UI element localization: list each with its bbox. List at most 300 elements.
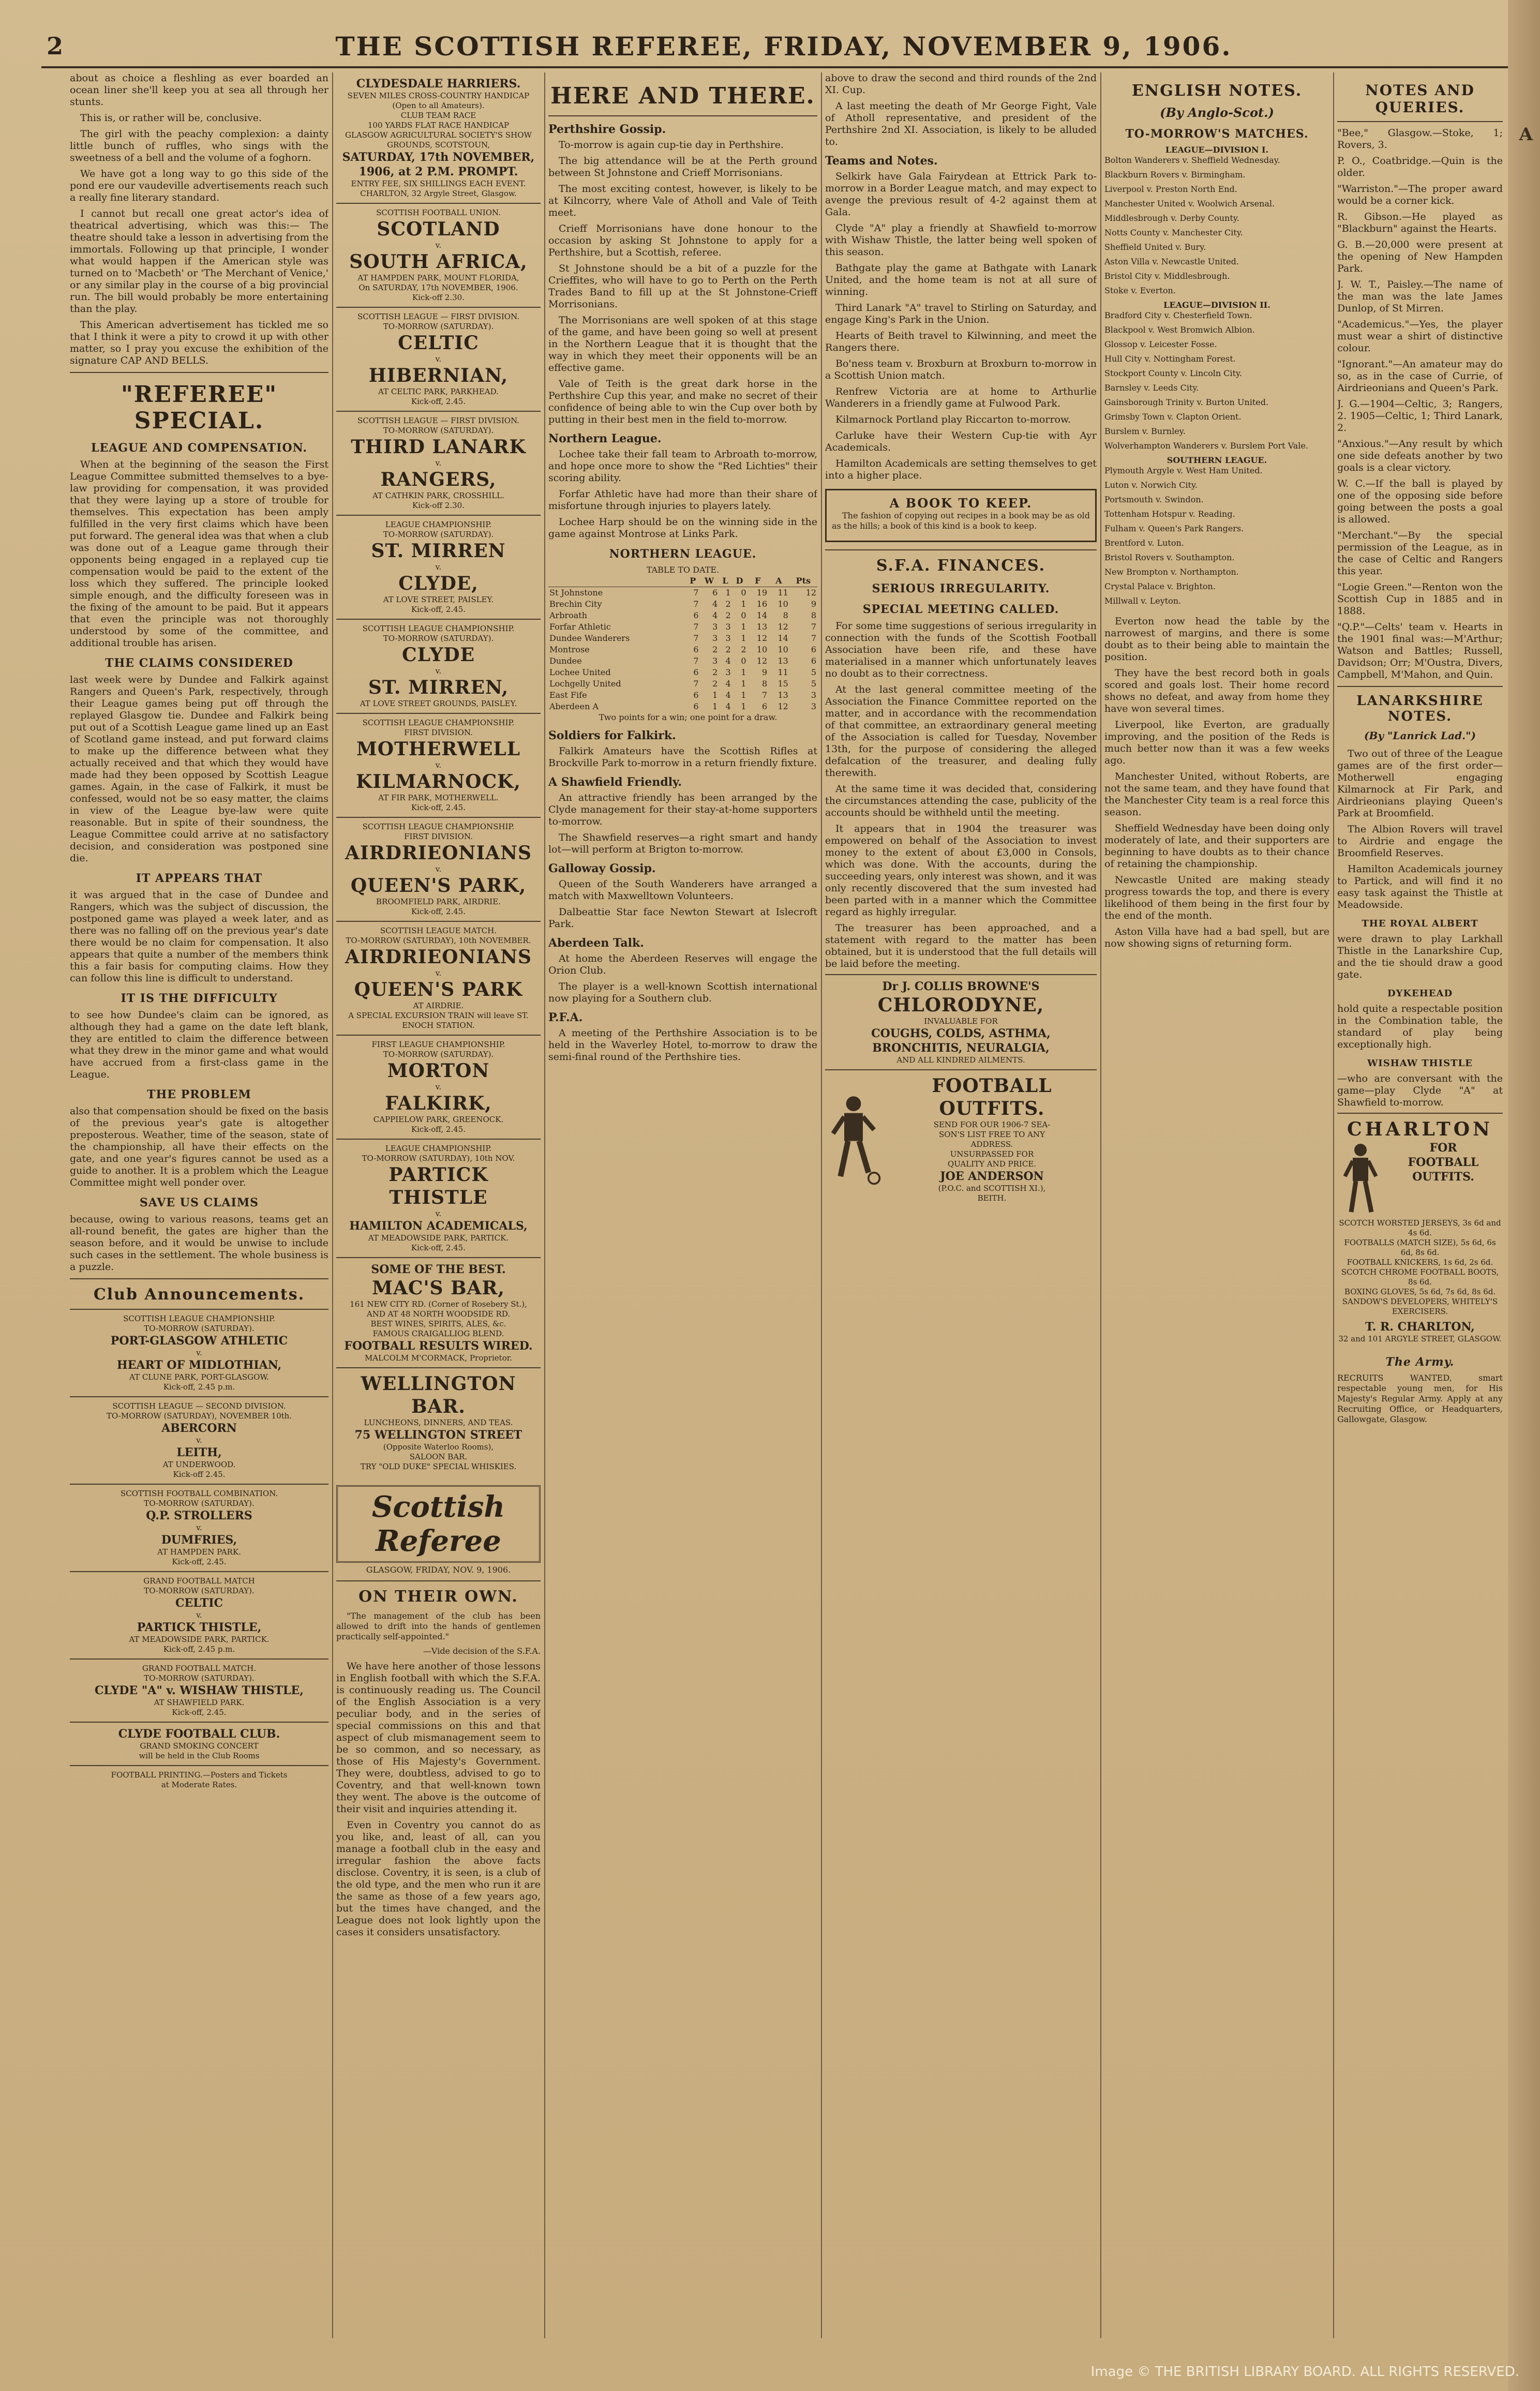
table-row (548, 621, 817, 633)
fixture-item: Fulham v. Queen's Park Rangers. (1104, 524, 1244, 533)
stat-cell: 3 (725, 622, 731, 632)
subhead: THE ROYAL ALBERT (1362, 918, 1478, 929)
paragraph: At the same time it was decided that, considering the circumstances attending the case, publicity of the accounts should be withheld until the meeting. (825, 783, 1097, 818)
fixture-item: Wolverhampton Wanderers v. Burslem Port Vale. (1104, 441, 1308, 451)
stat-cell: 7 (693, 656, 699, 666)
quote-source: —Vide decision of the S.F.A. (423, 1646, 541, 1656)
query-item: W. C.—If the ball is played by one of the opposing side before going between the posts a goal is allowed. (1337, 478, 1503, 525)
table-row (548, 644, 817, 655)
section-rule (70, 1278, 328, 1279)
column-rule (1100, 72, 1101, 2338)
announcement: FOOTBALL PRINTING.—Posters and Tickets at Moderate Rates. (70, 1765, 328, 1794)
team-name-cell: East Fife (549, 690, 587, 700)
book-to-keep-box: A BOOK TO KEEP. The fashion of copying out recipes in a book may be as old as the hills; a book of this kind is a book to keep. (825, 489, 1097, 542)
stat-cell: 5 (811, 679, 816, 689)
fixture-item: Plymouth Argyle v. West Ham United. (1104, 466, 1263, 475)
query-item: J. W. T., Paisley.—The name of the man was the late James Dunlop, of St Mirren. (1337, 279, 1503, 314)
paragraph: Carluke have their Western Cup-tie with Ayr Academicals. (825, 430, 1097, 453)
section-rule (1337, 121, 1503, 122)
paragraph: Hamilton Academicals are setting themselves to get into a higher place. (825, 458, 1097, 481)
paragraph: Dalbeattie Star face Newton Stewart at Islecroft Park. (548, 906, 817, 930)
stat-cell: 19 (756, 588, 768, 597)
table-title: NORTHERN LEAGUE. (609, 547, 757, 561)
paragraph: The Morrisonians are well spoken of at this stage of the game, and have been going so well at present in the Northern League that it is thought that the way in which they meet their opponents will be an effective game. (548, 315, 817, 373)
fixture-item: Luton v. Norwich City. (1104, 480, 1198, 490)
subhead: SERIOUS IRREGULARITY. (872, 582, 1050, 595)
team-name-cell: Dundee Wanderers (549, 633, 630, 643)
section-rule (336, 1580, 541, 1581)
advertisement: SCOTTISH FOOTBALL UNION. SCOTLAND v. SOUTH AFRICA, AT HAMPDEN PARK, MOUNT FLORIDA, On SATURDAY, 17th NOVEMBER, 1906. Kick-off 2.30. (336, 203, 541, 307)
stat-cell: 4 (725, 690, 731, 700)
stat-cell: 3 (712, 633, 718, 643)
team-name-cell: Montrose (549, 645, 590, 654)
paragraph: Newcastle United are making steady progress towards the top, and there is every likelihood of them being in the first four by the end of the month. (1104, 874, 1329, 921)
stat-cell: 12 (756, 656, 768, 666)
fixture-item: Stockport County v. Lincoln City. (1104, 368, 1243, 378)
fixture-item: Blackpool v. West Bromwich Albion. (1104, 325, 1255, 335)
paragraph: Two out of three of the League games are of the first order—Motherwell engaging Kilmarnock at Fir Park, and Airdrieonians playing Queen's Park at Broomfield. (1337, 748, 1503, 819)
paragraph: At home the Aberdeen Reserves will engage the Orion Club. (548, 953, 817, 976)
paragraph: Sheffield Wednesday have been doing only moderately of late, and their supporters are beginning to have doubts as to their chance of retaining the championship. (1104, 823, 1329, 870)
stat-cell: 7 (811, 622, 816, 632)
fixture-item: Middlesbrough v. Derby County. (1104, 213, 1239, 223)
stat-cell: 9 (761, 667, 768, 677)
subhead: Galloway Gossip. (548, 862, 656, 875)
stat-cell: 2 (725, 599, 731, 609)
subhead: Aberdeen Talk. (548, 936, 644, 950)
section-rule (1337, 686, 1503, 687)
paragraph: St Johnstone should be a bit of a puzzle for the Crieffites, who will have to go to Perth on the Perth Trades Band to fill up at the St Johnstone-Crieff Morrisonians. (548, 263, 817, 310)
fixture-item: New Brompton v. Northampton. (1104, 567, 1239, 577)
query-item: "Warriston."—The proper award would be a corner kick. (1337, 183, 1503, 206)
paragraph: The big attendance will be at the Perth ground between St Johnstone and Crieff Morrisonians. (548, 155, 817, 178)
paragraph: We have got a long way to go this side of the pond ere our vaudeville advertisements reach such a really fine literary standard. (70, 168, 328, 203)
fixture-item: Bristol City v. Middlesbrough. (1104, 271, 1230, 281)
edge-letter: A (1519, 124, 1533, 145)
subhead: SAVE US CLAIMS (139, 1196, 259, 1209)
stat-cell: 8 (761, 679, 768, 689)
fixture-list (1104, 310, 1329, 451)
paragraph: The treasurer has been approached, and a statement with regard to the matter has been obtained, but it is understood that the full details will be laid before the meeting. (825, 922, 1097, 969)
team-name-cell: Aberdeen A (549, 701, 599, 711)
table-row (548, 633, 817, 644)
query-item: "Merchant."—By the special permission of the League, as in the case of Celtic and Rangers this year. (1337, 530, 1503, 577)
footballer-illustration-icon (1337, 1141, 1384, 1218)
paragraph: Clyde "A" play a friendly at Shawfield to-morrow with Wishaw Thistle, the latter being well spoken of this season. (825, 222, 1097, 258)
query-item: R. Gibson.—He played as "Blackburn" against the Hearts. (1337, 211, 1503, 234)
advertisement: SCOTTISH LEAGUE CHAMPIONSHIP. FIRST DIVISION. MOTHERWELL v. KILMARNOCK, AT FIR PARK, MOTHERWELL. Kick-off, 2.45. (336, 713, 541, 817)
paragraph: The girl with the peachy complexion: a dainty little bunch of ruffles, who sings with the sweetness of a bell and the volume of a foghorn. (70, 128, 328, 163)
table-row (548, 655, 817, 667)
fixture-item: Stoke v. Everton. (1104, 286, 1176, 295)
advertisement: SCOTTISH LEAGUE — FIRST DIVISION. TO-MORROW (SATURDAY). THIRD LANARK v. RANGERS, AT CATHKIN PARK, CROSSHILL. Kick-off 2.30. (336, 411, 541, 515)
query-item: "Q.P."—Celts' team v. Hearts in the 1901 final was:—M'Arthur; Watson and Battles; Russell, Davidson; Orr; M'Oustra, Divers, Campbell, M'Mahon, and Quin. (1337, 621, 1503, 680)
stat-cell: 12 (778, 622, 788, 632)
section-subheading: LEAGUE AND COMPENSATION. (91, 441, 307, 455)
fixture-item: Brentford v. Luton. (1104, 538, 1184, 548)
advertisement: FIRST LEAGUE CHAMPIONSHIP. TO-MORROW (SATURDAY). MORTON v. FALKIRK, CAPPIELOW PARK, GREENOCK. Kick-off, 2.45. (336, 1035, 541, 1139)
stat-cell: 1 (741, 701, 746, 711)
section-heading: "REFEREE" SPECIAL. (121, 381, 278, 434)
paragraph: At the last general committee meeting of the Association the Finance Committee reported on the matter, and in accordance with the recommendation of that committee, an extraordinary general meeting of the Association is called for Tuesday, November 13th, for the purpose of considering the alleged defalcation of the treasurer, and dealing fully therewith. (825, 684, 1097, 779)
fixture-item: Sheffield United v. Bury. (1104, 242, 1206, 252)
table-subtitle: TABLE TO DATE. (646, 565, 720, 575)
stat-cell: 6 (712, 588, 718, 597)
stat-cell: 0 (741, 588, 746, 597)
announcement: CLYDE FOOTBALL CLUB. GRAND SMOKING CONCERT will be held in the Club Rooms (70, 1722, 328, 1765)
subhead: DYKEHEAD (1387, 988, 1453, 999)
paragraph: Liverpool, like Everton, are gradually improving, and the position of the Reds is much better now than it was a few weeks ago. (1104, 719, 1329, 766)
stat-cell: 3 (725, 667, 731, 677)
paragraph: Manchester United, without Roberts, are not the same team, and they have found that the Manchester City team is a real force this season. (1104, 771, 1329, 818)
subhead: THE PROBLEM (147, 1088, 251, 1101)
paragraph: to see how Dundee's claim can be ignored, as although they had a game on the date left blank, they are entitled to claim the difference between what they drew in the minor game and what would have accrued from a first-class game in the League. (70, 1009, 328, 1080)
table-row (548, 587, 817, 599)
stat-cell: 7 (693, 679, 699, 689)
paragraph: We have here another of those lessons in English football with which the S.F.A. is continuously reading us. The Council of the English Association is a very peculiar body, and in the series of special commissions on this and that aspect of club mismanagement seem to be so common, and so necessary, as those of His Majesty's Government. They were, doubtless, advised to go to Coventry, and that well-known town they went. The above is the outcome of their visit and inquiries attending it. (336, 1661, 541, 1815)
column-3 (548, 72, 817, 2343)
subhead: The Army. (1385, 1355, 1455, 1369)
paragraph: It appears that in 1904 the treasurer was empowered on behalf of the Association to invest money to the extent of about £3,000 in Consols, which was done. With the accounts, during the succeeding years, only interest was shown, and it was only recently discovered that the sum invested had been parted with in a manner which the Committee regard as highly irregular. (825, 823, 1097, 918)
stat-cell: 16 (756, 599, 768, 609)
stat-cell: 7 (693, 633, 699, 643)
stat-cell: 0 (741, 656, 746, 666)
quote: "The management of the club has been allowed to drift into the hands of gentlemen practically self-appointed." (336, 1611, 541, 1641)
stat-cell: 2 (741, 645, 746, 654)
advertisement: LEAGUE CHAMPIONSHIP. TO-MORROW (SATURDAY). ST. MIRREN v. CLYDE, AT LOVE STREET, PAISLEY. Kick-off, 2.45. (336, 515, 541, 619)
stat-cell: 2 (725, 610, 731, 620)
subhead: Northern League. (548, 432, 662, 445)
paragraph: Kilmarnock Portland play Riccarton to-morrow. (835, 414, 1071, 425)
paragraph: also that compensation should be fixed on the basis of the previous year's gate is altogether preposterous. Weather, time of the season, state of the championship, all have their effects on the gate, and one year's figures cannot be used as a guide to another. It is a problem which the League Committee might well ponder over. (70, 1105, 328, 1188)
stat-cell: 12 (778, 701, 788, 711)
paragraph: Even in Coventry you cannot do as you like, and, least of all, can you manage a football club in the easy and irregular fashion the above facts disclose. Coventry, it is seen, is a club of the old type, and the men who run it are the same as those of a few years ago, but the times have changed, and the League does not look lightly upon the cases it considers unsatisfactory. (336, 1819, 541, 1938)
fixture-item: Grimsby Town v. Clapton Orient. (1104, 412, 1242, 422)
advertised-item: BOXING GLOVES, 5s 6d, 7s 6d, 8s 6d. (1344, 1287, 1496, 1296)
stat-cell: 15 (778, 679, 788, 689)
table-row (548, 610, 817, 621)
stat-cell: 1 (725, 588, 731, 597)
stat-cell: 2 (712, 645, 718, 654)
stat-cell: 10 (778, 645, 788, 654)
advertisement: SCOTTISH LEAGUE — FIRST DIVISION. TO-MORROW (SATURDAY). CELTIC v. HIBERNIAN, AT CELTIC PARK, PARKHEAD. Kick-off, 2.45. (336, 307, 541, 411)
stat-cell: 8 (811, 610, 816, 620)
paragraph: RECRUITS WANTED, smart respectable young men, for His Majesty's Regular Army. Apply at any Recruiting Office, or Headquarters, Gallowgate, Glasgow. (1337, 1373, 1503, 1424)
stat-cell: 10 (778, 599, 788, 609)
stat-cell: 13 (778, 690, 788, 700)
team-name-cell: Lochgelly United (549, 679, 621, 689)
query-item: "Academicus."—Yes, the player must wear a shirt of distinctive colour. (1337, 319, 1503, 354)
subhead: SPECIAL MEETING CALLED. (862, 603, 1059, 616)
column-1 (70, 72, 328, 2343)
stat-cell: 3 (725, 633, 731, 643)
paragraph: Forfar Athletic have had more than their share of misfortune through injuries to players lately. (548, 488, 817, 512)
stat-cell: 6 (693, 645, 699, 654)
subhead: Teams and Notes. (825, 154, 938, 168)
newspaper-title: THE SCOTTISH REFEREE, FRIDAY, NOVEMBER 9, 1906. (335, 31, 1232, 62)
advertisement: SCOTTISH LEAGUE MATCH. TO-MORROW (SATURDAY), 10th NOVEMBER. AIRDRIEONIANS v. QUEEN'S PARK AT AIRDRIE. A SPECIAL EXCURSION TRAIN will leave ST. ENOCH STATION. (336, 921, 541, 1035)
subhead: IT IS THE DIFFICULTY (121, 992, 278, 1005)
charlton-advertisement: CHARLTON FOR FOOTBALL OUTFITS. SCOTCH WORSTED JERSEYS, 3s 6d and 4s 6d. FOOTBALLS (MATCH SIZE), 5s 6d, 6s 6d, 8s 6d. FOOTBALL KNICKERS, 1s 6d, 2s 6d. SCOTCH CHROME FOOTBALL BOOTS, 8s 6d. BOXING GLOVES, 5s 6d, 7s 6d, 8s 6d. SANDOW'S DEVELOPERS, WHITELY'S EXERCISERS. T. R. CHARLTON, 32 and 101 ARGYLE STREET, GLASGOW. (1337, 1113, 1503, 1348)
advertised-items (1337, 1218, 1503, 1317)
stat-cell: 13 (756, 622, 768, 632)
announcement: SCOTTISH LEAGUE — SECOND DIVISION. TO-MORROW (SATURDAY), NOVEMBER 10th. ABERCORN v. LEITH, AT UNDERWOOD. Kick-off 2.45. (70, 1396, 328, 1484)
fixture-item: Blackburn Rovers v. Birmingham. (1104, 170, 1246, 180)
paragraph: because, owing to various reasons, teams get an all-round benefit, the gates are higher than the season before, and it would be unwise to include such cases in the settlement. The whole business is a puzzle. (70, 1214, 328, 1273)
subhead: WISHAW THISTLE (1367, 1058, 1473, 1069)
table-row (548, 701, 817, 712)
announcement: GRAND FOOTBALL MATCH. TO-MORROW (SATURDAY). CLYDE "A" v. WISHAW THISTLE, AT SHAWFIELD PARK. Kick-off, 2.45. (70, 1658, 328, 1722)
fixture-item: Millwall v. Leyton. (1104, 596, 1182, 606)
fixture-item: Barnsley v. Leeds City. (1104, 383, 1199, 393)
english-notes-heading: ENGLISH NOTES. (1131, 82, 1303, 100)
paragraph: Hearts of Beith travel to Kilwinning, and meet the Rangers there. (825, 330, 1097, 353)
stat-cell: 4 (712, 610, 718, 620)
table-row (548, 599, 817, 610)
stat-cell: 3 (712, 622, 718, 632)
stat-cell: 1 (741, 633, 746, 643)
stat-cell: 13 (778, 656, 788, 666)
stat-cell: 1 (712, 701, 718, 711)
stat-cell: 6 (693, 701, 699, 711)
paragraph: Aston Villa have had a bad spell, but are now showing signs of returning form. (1104, 926, 1329, 949)
subhead: THE CLAIMS CONSIDERED (105, 656, 293, 670)
stat-cell: 1 (712, 690, 718, 700)
stat-cell: 7 (811, 633, 816, 643)
fixture-item: Aston Villa v. Newcastle United. (1104, 257, 1239, 266)
stat-cell: 6 (693, 690, 699, 700)
column-6 (1337, 72, 1503, 2343)
advertisement: SCOTTISH LEAGUE CHAMPIONSHIP. TO-MORROW (SATURDAY). CLYDE v. ST. MIRREN, AT LOVE STREET GROUNDS, PAISLEY. (336, 619, 541, 713)
column-rule (821, 72, 822, 2338)
table-body (548, 587, 817, 713)
subhead: IT APPEARS THAT (136, 872, 263, 885)
paragraph: The most exciting contest, however, is likely to be at Kilncorry, where Vale of Atholl and Vale of Teith meet. (548, 183, 817, 218)
stat-cell: 6 (693, 667, 699, 677)
table-row (548, 678, 817, 690)
stat-cell: 6 (761, 701, 768, 711)
stat-cell: 6 (811, 645, 816, 654)
paragraph: Everton now head the table by the narrowest of margins, and there is some doubt as to their being able to maintain the position. (1104, 616, 1329, 663)
fixture-item: Notts County v. Manchester City. (1104, 228, 1243, 237)
paragraph: Falkirk Amateurs have the Scottish Rifles at Brockville Park to-morrow in a return friendly fixture. (548, 745, 817, 769)
query-item: J. G.—1904—Celtic, 3; Rangers, 2. 1905—Celtic, 1; Third Lanark, 2. (1337, 398, 1503, 434)
subhead: Perthshire Gossip. (548, 123, 666, 136)
fixture-item: Gainsborough Trinity v. Burton United. (1104, 397, 1269, 407)
paragraph: A meeting of the Perthshire Association is to be held in the Waverley Hotel, to-morrow to draw the semi-final round of the Perthshire ties. (548, 1027, 817, 1063)
advertisement: SCOTTISH LEAGUE CHAMPIONSHIP. FIRST DIVISION. AIRDRIEONIANS v. QUEEN'S PARK, BROOMFIELD PARK, AIRDRIE. Kick-off, 2.45. (336, 817, 541, 921)
paragraph: above to draw the second and third rounds of the 2nd XI. Cup. (825, 72, 1097, 96)
team-name-cell: Lochee United (549, 667, 611, 677)
column-rule (332, 72, 333, 2338)
stat-cell: 14 (778, 633, 788, 643)
paragraph: Queen of the South Wanderers have arranged a match with Maxwelltown Volunteers. (548, 878, 817, 902)
paragraph: An attractive friendly has been arranged by the Clyde management for their stay-at-home supporters to-morrow. (548, 792, 817, 827)
advertised-item: FOOTBALL KNICKERS, 1s 6d, 2s 6d. (1347, 1258, 1493, 1267)
stat-cell: 11 (778, 667, 788, 677)
northern-league-table: P W L D F A Pts St Johnstone 7 6 1 0 19 11 12 Brechin City 7 4 2 1 16 10 9 Arbroath 6 4 2 0 14 8 8 Forfar Athletic 7 3 3 1 13 12 7 Dundee Wanderers 7 3 3 1 12 14 7 Montrose 6 2 2 2 10 10 6 Dundee 7 3 4 0 12 13 6 Lochee United 6 2 3 1 9 11 5 Lochgelly United 7 2 4 1 8 15 5 East Fife 6 1 4 1 7 13 3 Aberdeen A 6 1 4 1 6 12 3 (549, 576, 816, 711)
fixture-item: Portsmouth v. Swindon. (1104, 495, 1204, 504)
paragraph: Crieff Morrisonians have done honour to the occasion by asking St Johnstone to apply for a Perthshire, but a Scottish, referee. (548, 223, 817, 258)
stat-cell: 7 (693, 599, 699, 609)
stat-cell: 2 (725, 645, 731, 654)
division-heading: SOUTHERN LEAGUE. (1167, 455, 1267, 465)
masthead-rule (41, 66, 1521, 68)
announcement: GRAND FOOTBALL MATCH TO-MORROW (SATURDAY). CELTIC v. PARTICK THISTLE, AT MEADOWSIDE PARK, PARTICK. Kick-off, 2.45 p.m. (70, 1571, 328, 1658)
paragraph: Renfrew Victoria are at home to Arthurlie Wanderers in a friendly game at Fulwood Park. (825, 386, 1097, 409)
table-row (548, 667, 817, 678)
paragraph: The Shawfield reserves—a right smart and handy lot—will perform at Brigton to-morrow. (548, 832, 817, 855)
fixture-item: Manchester United v. Woolwich Arsenal. (1104, 199, 1275, 208)
stat-cell: 12 (756, 633, 768, 643)
advertisement: LEAGUE CHAMPIONSHIP. TO-MORROW (SATURDAY), 10th NOV. PARTICK THISTLE v. HAMILTON ACADEMICALS, AT MEADOWSIDE PARK, PARTICK. Kick-off, 2.45. (336, 1139, 541, 1257)
subhead: Soldiers for Falkirk. (548, 729, 676, 742)
paragraph: For some time suggestions of serious irregularity in connection with the funds of the Scottish Football Association have been rife, and these have materialised in a manner which unfortunately leaves no doubt as to their correctness. (825, 620, 1097, 679)
stat-cell: 3 (712, 656, 718, 666)
paragraph: last week were by Dundee and Falkirk against Rangers and Queen's Park, respectively, through their League games being put off through the replayed Glasgow tie. Dundee and Falkirk being put out of a Scottish League game lined up an East of Scotland game instead, and put forward claims to make up the difference between what they actually received and that which they would have made had they been opposed by Scottish League games. Again, in the case of Falkirk, it must be confessed, would not be so easy matter, the claims in view of the League bye-law were quite reasonable. But in spite of their soundness, the League Committee could arrive at no satisfactory decision, and consideration was postponed sine die. (70, 674, 328, 864)
paragraph: hold quite a respectable position in the Combination table, the standard of play being exceptionally high. (1337, 1003, 1503, 1050)
advertised-item: SCOTCH CHROME FOOTBALL BOOTS, 8s 6d. (1341, 1267, 1499, 1287)
stat-cell: 7 (693, 622, 699, 632)
paragraph: Bo'ness team v. Broxburn at Broxburn to-morrow in a Scottish Union match. (825, 358, 1097, 381)
notes-and-queries-heading: NOTES AND QUERIES. (1365, 82, 1475, 116)
fixture-item: Crystal Palace v. Brighton. (1104, 581, 1216, 591)
fixture-item: Liverpool v. Preston North End. (1104, 184, 1237, 194)
paragraph: Lochee Harp should be on the winning side in the game against Montrose at Links Park. (548, 516, 817, 540)
paragraph: it was argued that in the case of Dundee and Rangers, which was the subject of discussion, the postponed game was played a week later, and as there was no falling off on the previous year's date there would be no claim for compensation. It also appears that quite a number of the members think this a fair basis for computing claims. How they can follow this line is difficult to understand. (70, 889, 328, 984)
team-name-cell: Forfar Athletic (549, 622, 611, 632)
byline: (By "Lanrick Lad.") (1364, 729, 1476, 742)
chlorodyne-advertisement: Dr J. COLLIS BROWNE'S CHLORODYNE, INVALUABLE FOR COUGHS, COLDS, ASTHMA, BRONCHITIS, NEURALGIA, AND ALL KINDRED AILMENTS. (825, 974, 1097, 1069)
fixture-item: Bradford City v. Chesterfield Town. (1104, 310, 1252, 320)
paragraph: Hamilton Academicals journey to Partick, and will find it no easy task against the Thistle at Meadowside. (1337, 863, 1503, 910)
football-outfits-advertisement: FOOTBALL OUTFITS. SEND FOR OUR 1906-7 SEA- SON'S LIST FREE TO ANY ADDRESS. UNSURPASSED FOR QUALITY AND PRICE. JOE ANDERSON (P.O.C. and SCOTTISH XI.), BEITH. (825, 1069, 1097, 1207)
stat-cell: 3 (811, 690, 816, 700)
stat-cell: 7 (693, 588, 699, 597)
query-item: G. B.—20,000 were present at the opening of New Hampden Park. (1337, 239, 1503, 274)
section-rule (70, 372, 328, 373)
fixture-list (1104, 155, 1329, 296)
paragraph: Selkirk have Gala Fairydean at Ettrick Park to-morrow in a Border League match, and may expect to avenge the previous result of 4-2 against them at Gala. (825, 171, 1097, 218)
fixture-item: Glossop v. Leicester Fosse. (1104, 339, 1217, 349)
table-row (548, 690, 817, 701)
masthead (47, 27, 1521, 63)
paragraph: Bathgate play the game at Bathgate with Lanark United, and the home team is not at all sure of winning. (825, 262, 1097, 297)
stat-cell: 8 (783, 610, 788, 620)
query-item: P. O., Coatbridge.—Quin is the older. (1337, 155, 1503, 178)
stat-cell: 1 (741, 622, 746, 632)
query-item: "Anxious."—Any result by which one side defeats another by two goals is a clear victory. (1337, 438, 1503, 473)
stat-cell: 2 (712, 667, 718, 677)
stat-cell: 4 (725, 701, 731, 711)
byline: (By Anglo-Scot.) (1160, 105, 1274, 120)
lanarkshire-notes-heading: LANARKSHIRE NOTES. (1356, 693, 1484, 724)
stat-cell: 6 (693, 610, 699, 620)
stat-cell: 11 (778, 588, 788, 597)
paragraph: —who are conversant with the game—play Clyde "A" at Shawfield to-morrow. (1337, 1073, 1503, 1108)
section-rule (548, 115, 817, 116)
fixture-item: Tottenham Hotspur v. Reading. (1104, 509, 1235, 519)
club-announcements-heading: Club Announcements. (93, 1286, 305, 1304)
paragraph: Lochee take their fall team to Arbroath to-morrow, and hope once more to show the "Red Lichties" their scoring ability. (548, 449, 817, 484)
stat-cell: 6 (811, 656, 816, 666)
team-name-cell: Arbroath (549, 610, 587, 620)
paragraph: Third Lanark "A" travel to Stirling on Saturday, and engage King's Park in the Union. (825, 302, 1097, 325)
paragraph: The Albion Rovers will travel to Airdrie and engage the Broomfield Reserves. (1337, 824, 1503, 859)
column-4 (825, 72, 1097, 2343)
advertisement: CLYDESDALE HARRIERS. SEVEN MILES CROSS-COUNTRY HANDICAP (Open to all Amateurs). CLUB TEAM RACE 100 YARDS FLAT RACE HANDICAP GLASGOW AGRICULTURAL SOCIETY'S SHOW GROUNDS, SCOTSTOUN, SATURDAY, 17th NOVEMBER, 1906, at 2 P.M. PROMPT. ENTRY FEE, SIX SHILLINGS EACH EVENT. CHARLTON, 32 Argyle Street, Glasgow. (342, 77, 535, 198)
advertised-item: SCOTCH WORSTED JERSEYS, 3s 6d and 4s 6d. (1339, 1218, 1501, 1237)
paragraph: A last meeting the death of Mr George Fight, Vale of Atholl representative, and president of the Perthshire 2nd XI. Association, is likely to be alluded to. (825, 100, 1097, 147)
here-and-there-heading: HERE AND THERE. (550, 83, 815, 109)
paragraph: This is, or rather will be, conclusive. (80, 112, 262, 124)
team-name-cell: Dundee (549, 656, 582, 666)
queries-list (1337, 127, 1503, 681)
announcement: SCOTTISH FOOTBALL COMBINATION. TO-MORROW (SATURDAY). Q.P. STROLLERS v. DUMFRIES, AT HAMPDEN PARK. Kick-off, 2.45. (70, 1484, 328, 1571)
fixture-item: Burslem v. Burnley. (1104, 426, 1186, 436)
stat-cell: 4 (725, 656, 731, 666)
stat-cell: 0 (741, 610, 746, 620)
query-item: "Ignorant."—An amateur may do so, as in the case of Currie, of Airdrieonians and Queen's Park. (1337, 358, 1503, 394)
advertised-item: SANDOW'S DEVELOPERS, WHITELY'S EXERCISERS. (1342, 1297, 1498, 1316)
fixture-item: Bristol Rovers v. Southampton. (1104, 552, 1235, 562)
column-rule (544, 72, 545, 2338)
stat-cell: 2 (712, 679, 718, 689)
stat-cell: 3 (811, 701, 816, 711)
column-rule (1333, 72, 1334, 2338)
division-heading: LEAGUE—DIVISION I. (1165, 145, 1269, 155)
page-edge-strip (1508, 0, 1540, 2391)
stat-cell: 5 (811, 667, 816, 677)
page-number: 2 (47, 32, 64, 60)
paragraph: about as choice a fleshling as ever boarded an ocean liner she'll keep you at sea all through her stunts. (70, 72, 328, 108)
dateline: GLASGOW, FRIDAY, NOV. 9, 1906. (366, 1565, 511, 1575)
paragraph: The player is a well-known Scottish international now playing for a Southern club. (548, 981, 817, 1004)
paragraph: To-morrow is again cup-tie day in Perthshire. (559, 139, 784, 151)
subhead: TO-MORROW'S MATCHES. (1125, 127, 1309, 141)
paragraph: When at the beginning of the season the First League Committee submitted themselves to a bye-law providing for compensation, it was provided that they were laying up a store of trouble for themselves. This expectation has been amply fulfilled in the very first claims which have been put forward. The general idea was that when a club was done out of a League game through their opponents being engaged in a replayed cup tie compensation would be paid to the extent of the loss which they suffered. The principle looked simple enough, and the difficulty foreseen was in the fixing of the amount to be paid. But it appears that even the principle was not thoroughly understood by some of the committee, and additional trouble has arisen. (70, 459, 328, 649)
stat-cell: 9 (811, 599, 816, 609)
column-5 (1104, 72, 1329, 2343)
stat-cell: 1 (741, 679, 746, 689)
paragraph: Vale of Teith is the great dark horse in the Perthshire Cup this year, and make no secret of their confidence of being able to win the Cup over both by putting in their best men in the field to-morrow. (548, 378, 817, 425)
scottish-referee-banner: Scottish Referee (336, 1485, 541, 1563)
stat-cell: 1 (741, 690, 746, 700)
fixture-item: Bolton Wanderers v. Sheffield Wednesday. (1104, 155, 1280, 165)
stat-cell: 10 (756, 645, 768, 654)
section-rule (825, 549, 1097, 550)
on-their-own-heading: ON THEIR OWN. (358, 1588, 518, 1606)
footballer-illustration-icon (825, 1093, 882, 1186)
stat-cell: 1 (741, 599, 746, 609)
stat-cell: 14 (756, 610, 768, 620)
query-item: "Bee," Glasgow.—Stoke, 1; Rovers, 3. (1337, 127, 1503, 151)
subhead: A Shawfield Friendly. (548, 775, 682, 789)
stat-cell: 1 (741, 667, 746, 677)
advertised-item: FOOTBALLS (MATCH SIZE), 5s 6d, 6s 6d, 8s 6d. (1344, 1238, 1496, 1257)
stat-cell: 12 (805, 588, 816, 597)
advertisement: SOME OF THE BEST. MAC'S BAR, 161 NEW CITY RD. (Corner of Rosebery St.), AND AT 48 NORTH WOODSIDE RD. BEST WINES, SPIRITS, ALES, &c. FAMOUS CRAIGALLIOG BLEND. FOOTBALL RESULTS WIRED. MALCOLM M'CORMACK, Proprietor. (336, 1257, 541, 1367)
query-item: "Logie Green."—Renton won the Scottish Cup in 1885 and in 1888. (1337, 581, 1503, 617)
paragraph: were drawn to play Larkhall Thistle in the Lanarkshire Cup, and the tie should draw a good gate. (1337, 933, 1503, 980)
column-2 (336, 72, 541, 2343)
division-heading: LEAGUE—DIVISION II. (1163, 300, 1270, 310)
table-note: Two points for a win; one point for a draw. (599, 712, 778, 722)
fixture-item: Hull City v. Nottingham Forest. (1104, 354, 1236, 364)
stat-cell: 4 (725, 679, 731, 689)
sfa-finances-heading: S.F.A. FINANCES. (876, 557, 1046, 575)
stat-cell: 7 (761, 690, 768, 700)
